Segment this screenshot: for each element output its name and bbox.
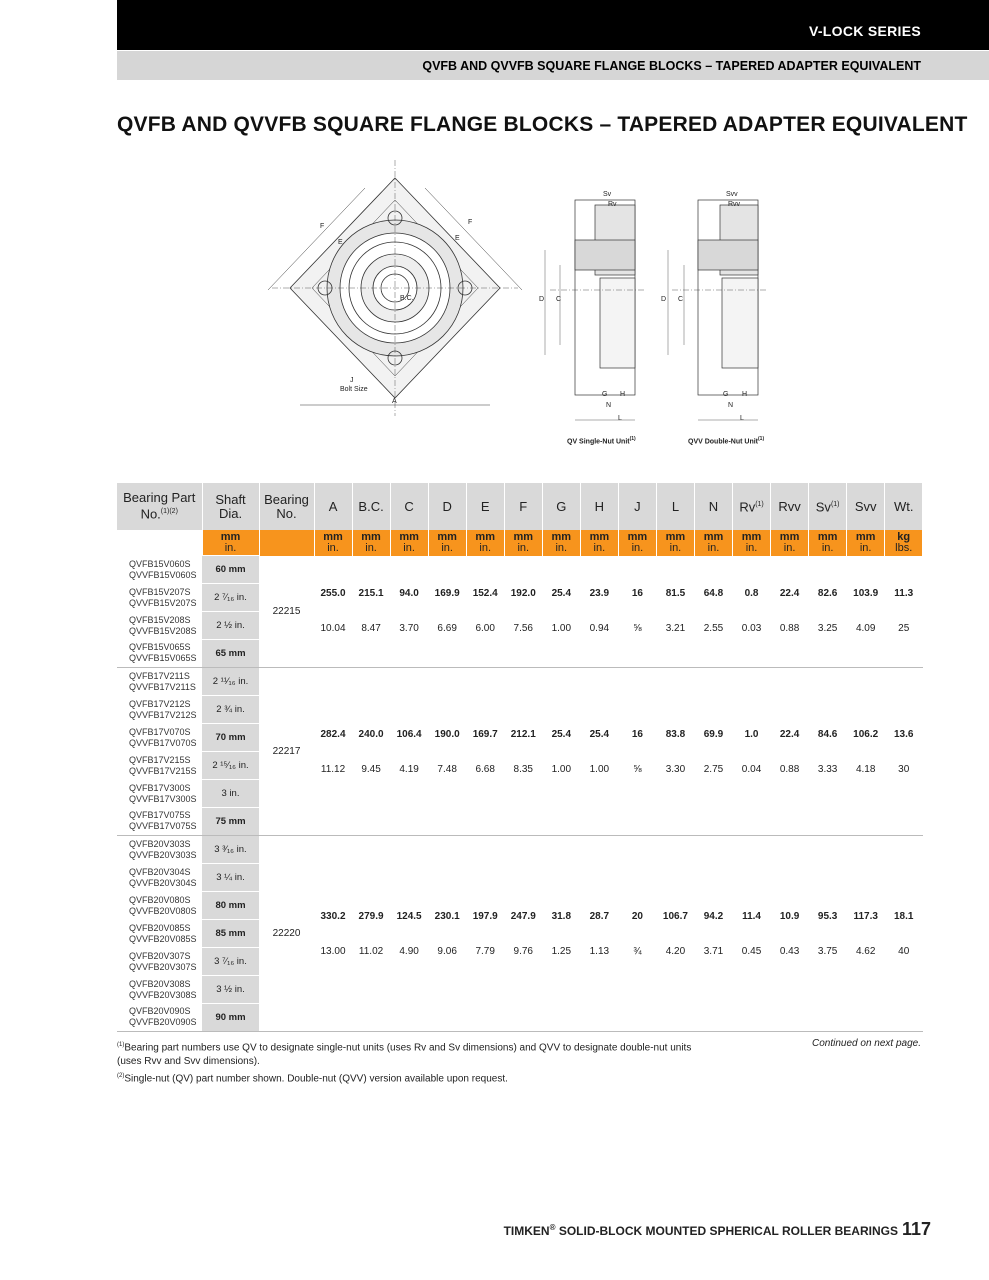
dimension-cell: 240.0 9.45 xyxy=(352,668,390,836)
dimension-cell: 22.4 0.88 xyxy=(771,668,809,836)
label-svv: Svv xyxy=(726,191,738,198)
part-number-cell: QVFB17V211S QVVFB17V211S xyxy=(129,670,196,692)
units-cell: mm in. xyxy=(733,530,771,556)
col-header-g: G xyxy=(542,483,580,530)
dimension-cell: 152.4 6.00 xyxy=(466,556,504,668)
label-a: A xyxy=(392,398,397,405)
label-bc: B.C. xyxy=(400,295,414,302)
part-number-cell: QVFB17V075S QVVFB17V075S xyxy=(117,808,202,836)
dimension-cell: 106.4 4.19 xyxy=(390,668,428,836)
label-h-double: H xyxy=(742,391,748,398)
units-cell: mm in. xyxy=(656,530,694,556)
dimension-cell: 169.9 6.69 xyxy=(428,556,466,668)
dimension-cell: 13.6 30 xyxy=(885,668,923,836)
part-number-cell: QVFB20V303S QVVFB20V303S xyxy=(129,838,197,860)
part-number-cell: QVFB17V212S QVVFB17V212S xyxy=(129,698,197,720)
double-nut-side-view xyxy=(668,200,768,420)
units-cell: mm in. xyxy=(202,530,259,556)
footnote-2: $^{(2)}$Single-nut (QV) part number shown. Double-nut (QVV) version available upon request. xyxy=(117,1073,508,1085)
footnotes xyxy=(117,1038,717,1087)
units-row xyxy=(117,530,923,556)
col-header-rv: Rv$^{(1)}$ xyxy=(733,483,771,530)
part-number-cell: QVFB17V300S QVVFB17V300S xyxy=(129,782,197,804)
label-bolt-size: Bolt Size xyxy=(340,386,368,393)
units-cell: mm in. xyxy=(314,530,352,556)
col-header-part: Bearing Part No.$^{(1)(2)}$ xyxy=(117,483,202,530)
shaft-dia-cell: 80 mm xyxy=(202,892,259,920)
bearing-number-cell: 22217 xyxy=(259,668,314,836)
units-cell: mm in. xyxy=(618,530,656,556)
caption-single-nut: QV Single-Nut Unit$^{(1)}$ xyxy=(567,436,636,446)
single-nut-side-view xyxy=(545,200,645,420)
shaft-dia-cell: 60 mm xyxy=(202,556,259,584)
col-header-c: C xyxy=(390,483,428,530)
label-g-double: G xyxy=(723,391,729,398)
dimension-cell: 94.2 3.71 xyxy=(694,836,732,1032)
col-header-rvv: Rvv xyxy=(771,483,809,530)
col-header-n: N xyxy=(694,483,732,530)
dimension-cell: 16 ⅝ xyxy=(618,668,656,836)
flange-block-drawing xyxy=(260,160,780,460)
units-cell: mm in. xyxy=(847,530,885,556)
dimension-cell: 247.9 9.76 xyxy=(504,836,542,1032)
dimension-cell: 124.5 4.90 xyxy=(390,836,428,1032)
shaft-dia-cell: 70 mm xyxy=(202,724,259,752)
label-c-double: C xyxy=(678,296,684,303)
dimension-cell: 197.9 7.79 xyxy=(466,836,504,1032)
label-n-single: N xyxy=(606,402,612,409)
caption-double-nut: QVV Double-Nut Unit$^{(1)}$ xyxy=(688,436,765,446)
units-cell: mm in. xyxy=(809,530,847,556)
dimension-cell: 84.6 3.33 xyxy=(809,668,847,836)
footnote-1: $^{(1)}$Bearing part numbers use QV to designate single-nut units (uses Rv and Sv dimensions) and QVV to designate double-nut units (uses Rvv and Svv dimensions). xyxy=(117,1042,692,1068)
shaft-dia-cell: 75 mm xyxy=(202,808,259,836)
dimension-cell: 1.0 0.04 xyxy=(733,668,771,836)
shaft-dia-cell: 3 in. xyxy=(202,780,259,808)
table-row xyxy=(117,668,923,696)
units-cell: kg lbs. xyxy=(885,530,923,556)
label-e-right: E xyxy=(455,235,460,242)
table-row xyxy=(117,836,923,864)
dimension-cell: 23.9 0.94 xyxy=(580,556,618,668)
section-label: QVFB AND QVVFB SQUARE FLANGE BLOCKS – TAPERED ADAPTER EQUIVALENT xyxy=(422,59,921,73)
col-header-bearing: Bearing No. xyxy=(259,483,314,530)
dimension-cell: 69.9 2.75 xyxy=(694,668,732,836)
part-number-cell: QVFB20V304S QVVFB20V304S xyxy=(129,866,197,888)
col-header-svv: Svv xyxy=(847,483,885,530)
col-header-wt: Wt. xyxy=(885,483,923,530)
page-footer: TIMKEN® SOLID-BLOCK MOUNTED SPHERICAL ROLLER BEARINGS 117 xyxy=(503,1219,931,1239)
dimensions-table xyxy=(117,483,923,1032)
label-l-single: L xyxy=(618,415,622,422)
series-label: V-LOCK SERIES xyxy=(808,23,921,39)
units-cell: mm in. xyxy=(580,530,618,556)
front-view xyxy=(268,160,522,416)
series-bar xyxy=(117,0,989,50)
dimension-cell: 106.2 4.18 xyxy=(847,668,885,836)
dimension-cell: 215.1 8.47 xyxy=(352,556,390,668)
dimension-cell: 83.8 3.30 xyxy=(656,668,694,836)
units-cell: mm in. xyxy=(504,530,542,556)
dimension-cell: 95.3 3.75 xyxy=(809,836,847,1032)
col-header-h: H xyxy=(580,483,618,530)
units-cell: mm in. xyxy=(352,530,390,556)
dimension-cell: 0.8 0.03 xyxy=(733,556,771,668)
part-number-cell: QVFB20V080S QVVFB20V080S xyxy=(129,894,197,916)
table-header-row xyxy=(117,483,923,530)
label-f-right: F xyxy=(468,219,473,226)
dimension-cell: 18.1 40 xyxy=(885,836,923,1032)
dimension-cell: 117.3 4.62 xyxy=(847,836,885,1032)
dimension-cell: 279.9 11.02 xyxy=(352,836,390,1032)
dimension-cell: 103.9 4.09 xyxy=(847,556,885,668)
shaft-dia-cell: 2 ¹⁵⁄₁₆ in. xyxy=(202,752,259,780)
dimension-cell: 11.3 25 xyxy=(885,556,923,668)
continued-note: Continued on next page. xyxy=(812,1038,921,1049)
dimension-cell: 169.7 6.68 xyxy=(466,668,504,836)
shaft-dia-cell: 3 ⁷⁄₁₆ in. xyxy=(202,948,259,976)
label-l-double: L xyxy=(740,415,744,422)
part-number-cell: QVFB15V207S QVVFB15V207S xyxy=(129,586,197,608)
dimension-cell: 255.0 10.04 xyxy=(314,556,352,668)
units-cell: mm in. xyxy=(390,530,428,556)
part-number-cell: QVFB20V307S QVVFB20V307S xyxy=(129,950,197,972)
label-j: J xyxy=(350,377,354,384)
dimension-cell: 230.1 9.06 xyxy=(428,836,466,1032)
dimension-cell: 106.7 4.20 xyxy=(656,836,694,1032)
col-header-f: F xyxy=(504,483,542,530)
label-f-left: F xyxy=(320,223,325,230)
units-cell: mm in. xyxy=(466,530,504,556)
dimension-cell: 11.4 0.45 xyxy=(733,836,771,1032)
label-e-left: E xyxy=(338,239,343,246)
shaft-dia-cell: 90 mm xyxy=(202,1004,259,1032)
dimension-cell: 212.1 8.35 xyxy=(504,668,542,836)
section-bar xyxy=(117,51,989,80)
label-rv: Rv xyxy=(608,201,617,208)
shaft-dia-cell: 85 mm xyxy=(202,920,259,948)
dimension-cell: 94.0 3.70 xyxy=(390,556,428,668)
label-h-single: H xyxy=(620,391,626,398)
col-header-bc: B.C. xyxy=(352,483,390,530)
dimension-cell: 22.4 0.88 xyxy=(771,556,809,668)
dimension-cell: 25.4 1.00 xyxy=(542,668,580,836)
shaft-dia-cell: 3 ½ in. xyxy=(202,976,259,1004)
dimension-cell: 192.0 7.56 xyxy=(504,556,542,668)
dimension-cell: 16 ⅝ xyxy=(618,556,656,668)
units-cell: mm in. xyxy=(542,530,580,556)
part-number-cell: QVFB15V065S QVVFB15V065S xyxy=(117,640,202,668)
units-cell-empty xyxy=(259,530,314,556)
units-cell: mm in. xyxy=(694,530,732,556)
shaft-dia-cell: 65 mm xyxy=(202,640,259,668)
label-g-single: G xyxy=(602,391,608,398)
shaft-dia-cell: 3 ³⁄₁₆ in. xyxy=(202,836,259,864)
label-c-single: C xyxy=(556,296,562,303)
col-header-a: A xyxy=(314,483,352,530)
dimension-cell: 28.7 1.13 xyxy=(580,836,618,1032)
shaft-dia-cell: 2 ⁷⁄₁₆ in. xyxy=(202,584,259,612)
dimension-cell: 31.8 1.25 xyxy=(542,836,580,1032)
units-cell: mm in. xyxy=(771,530,809,556)
part-number-cell: QVFB17V215S QVVFB17V215S xyxy=(129,754,197,776)
col-header-j: J xyxy=(618,483,656,530)
col-header-l: L xyxy=(656,483,694,530)
part-number-cell: QVFB20V308S QVVFB20V308S xyxy=(129,978,197,1000)
label-sv: Sv xyxy=(603,191,612,198)
page-number: 117 xyxy=(901,1219,931,1239)
col-header-e: E xyxy=(466,483,504,530)
bearing-number-cell: 22220 xyxy=(259,836,314,1032)
label-rvv: Rvv xyxy=(728,201,741,208)
dimension-cell: 81.5 3.21 xyxy=(656,556,694,668)
shaft-dia-cell: 2 ¹¹⁄₁₆ in. xyxy=(202,668,259,696)
col-header-sv: Sv$^{(1)}$ xyxy=(809,483,847,530)
shaft-dia-cell: 2 ½ in. xyxy=(202,612,259,640)
label-d-single: D xyxy=(539,296,545,303)
dimension-cell: 190.0 7.48 xyxy=(428,668,466,836)
label-n-double: N xyxy=(728,402,734,409)
part-number-cell: QVFB15V060S QVVFB15V060S xyxy=(129,558,197,580)
bearing-number-cell: 22215 xyxy=(259,556,314,668)
table-row xyxy=(117,556,923,584)
part-number-cell: QVFB20V090S QVVFB20V090S xyxy=(117,1004,202,1032)
page-title: QVFB AND QVVFB SQUARE FLANGE BLOCKS – TAPERED ADAPTER EQUIVALENT xyxy=(117,113,968,136)
dimension-cell: 10.9 0.43 xyxy=(771,836,809,1032)
label-d-double: D xyxy=(661,296,667,303)
part-number-cell: QVFB17V070S QVVFB17V070S xyxy=(129,726,197,748)
units-cell: mm in. xyxy=(428,530,466,556)
dimension-cell: 82.6 3.25 xyxy=(809,556,847,668)
dimension-cell: 25.4 1.00 xyxy=(580,668,618,836)
dimension-cell: 330.2 13.00 xyxy=(314,836,352,1032)
shaft-dia-cell: 2 ¾ in. xyxy=(202,696,259,724)
dimension-cell: 282.4 11.12 xyxy=(314,668,352,836)
part-number-cell: QVFB20V085S QVVFB20V085S xyxy=(129,922,197,944)
dimension-cell: 64.8 2.55 xyxy=(694,556,732,668)
col-header-d: D xyxy=(428,483,466,530)
part-number-cell: QVFB15V208S QVVFB15V208S xyxy=(129,614,197,636)
dimension-cell: 25.4 1.00 xyxy=(542,556,580,668)
col-header-shaft: Shaft Dia. xyxy=(202,483,259,530)
shaft-dia-cell: 3 ¼ in. xyxy=(202,864,259,892)
table-body xyxy=(117,556,923,1032)
dimension-cell: 20 ¾ xyxy=(618,836,656,1032)
